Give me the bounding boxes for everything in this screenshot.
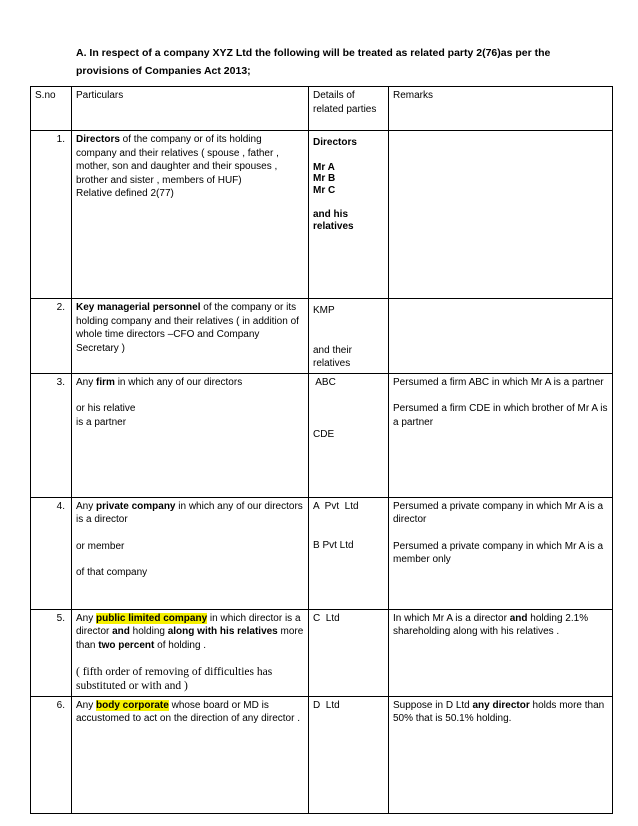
details-text: D Ltd [313,699,340,711]
row-particulars [72,373,309,497]
remarks-text: Persumed a private company in which Mr A is a member only [393,540,604,565]
row-sno: 5. [31,609,72,696]
highlighted-term: public limited company [96,612,208,624]
row-particulars [72,609,309,696]
particulars-text: Relative defined 2(77) [76,188,174,199]
header-remarks: Remarks [389,87,613,131]
row-sno: 4. [31,497,72,609]
particulars-text: of that company [76,567,148,578]
row-details [309,497,389,609]
particulars-text: or his relative [76,403,136,414]
details-text: A Pvt Ltd [313,500,359,512]
particulars-text: Any [76,612,97,624]
particulars-text: in which any of our directors is a director [76,500,303,525]
particulars-bold: private company [96,500,176,512]
row-details [309,299,389,374]
details-name: Mr C [313,184,336,196]
details-text: C Ltd [313,612,340,624]
table-header-row [31,87,613,131]
particulars-bold: Key managerial personnel [76,302,201,313]
remarks-text: In which Mr A is a director [393,612,510,624]
particulars-text: of holding . [154,639,207,651]
remarks-text: Persumed a firm ABC in which Mr A is a partner [393,376,604,388]
row-remarks [389,696,613,813]
table-row [31,609,613,696]
header-details: Details of related parties [309,87,389,131]
particulars-text: in which director is a director [76,612,301,637]
document-heading [76,44,576,80]
particulars-text: Any [76,699,97,711]
particulars-text: Any [76,500,97,512]
heading-line-2: provisions of Companies Act 2013; [76,65,251,77]
particulars-bold: Directors [76,134,120,145]
particulars-bold: firm [96,376,115,388]
heading-line-1: A. In respect of a company XYZ Ltd the following will be treated as related party 2(76)as per the [76,47,551,59]
particulars-text: whose board or MD is accustomed to act on the direction of any director . [76,699,301,724]
remarks-text: holding 2.1% shareholding along with his relatives . [393,612,589,637]
particulars-text: of the company or its holding company and their relatives ( in addition of whole time directors –CFO and Company Secretary ) [76,302,299,354]
remarks-text: Persumed a private company in which Mr A is a director [393,500,604,525]
row-particulars [72,696,309,813]
row-particulars [72,299,309,374]
particulars-text: Any [76,376,97,388]
row-remarks [389,497,613,609]
row-sno: 3. [31,373,72,497]
row-details [309,131,389,299]
remarks-text: holds more than 50% that is 50.1% holding. [393,699,605,724]
remarks-bold: and [509,612,528,624]
header-particulars: Particulars [72,87,309,131]
details-text: ABC [313,376,336,388]
table-row [31,497,613,609]
particulars-text: more than [76,626,304,651]
row-sno: 6. [31,696,72,813]
remarks-text: Persumed a firm CDE in which brother of Mr A is a partner [393,403,608,428]
details-name: Mr A [313,161,335,173]
row-remarks [389,131,613,299]
particulars-text: in which any of our directors [114,376,243,388]
details-text: CDE [313,429,335,440]
particulars-bold: along with his relatives [167,626,278,637]
row-remarks [389,373,613,497]
particulars-bold: two percent [98,639,155,651]
row-remarks [389,299,613,374]
details-text: B Pvt Ltd [313,540,354,551]
particulars-text: or member [76,540,125,552]
particulars-text: of the company or of its holding company and their relatives ( spouse , father , mother, son and daughter and their spouses , brother and sister , members of HUF) [76,134,279,186]
details-name: Mr B [313,173,336,184]
row-details [309,609,389,696]
remarks-text: Suppose in D Ltd [393,699,473,711]
row-details [309,696,389,813]
highlighted-term: body corporate [96,699,169,711]
table-row [31,696,613,813]
amendment-note: ( fifth order of removing of difficulties has substituted or with and ) [76,666,273,692]
row-particulars [72,131,309,299]
details-extra: and his relatives [313,209,354,232]
header-sno: S.no [31,87,72,131]
particulars-text: holding [129,626,168,637]
table-row [31,131,613,299]
row-remarks [389,609,613,696]
row-sno: 1. [31,131,72,299]
related-party-table [30,86,613,814]
remarks-bold: any director [472,699,530,711]
table-row [31,299,613,374]
details-title: Directors [313,137,357,148]
details-text: KMP [313,305,335,316]
details-text: and their relatives [313,344,352,369]
row-details [309,373,389,497]
table-row [31,373,613,497]
row-particulars [72,497,309,609]
row-sno: 2. [31,299,72,374]
particulars-bold: and [112,626,130,637]
particulars-text: is a partner [76,416,127,428]
